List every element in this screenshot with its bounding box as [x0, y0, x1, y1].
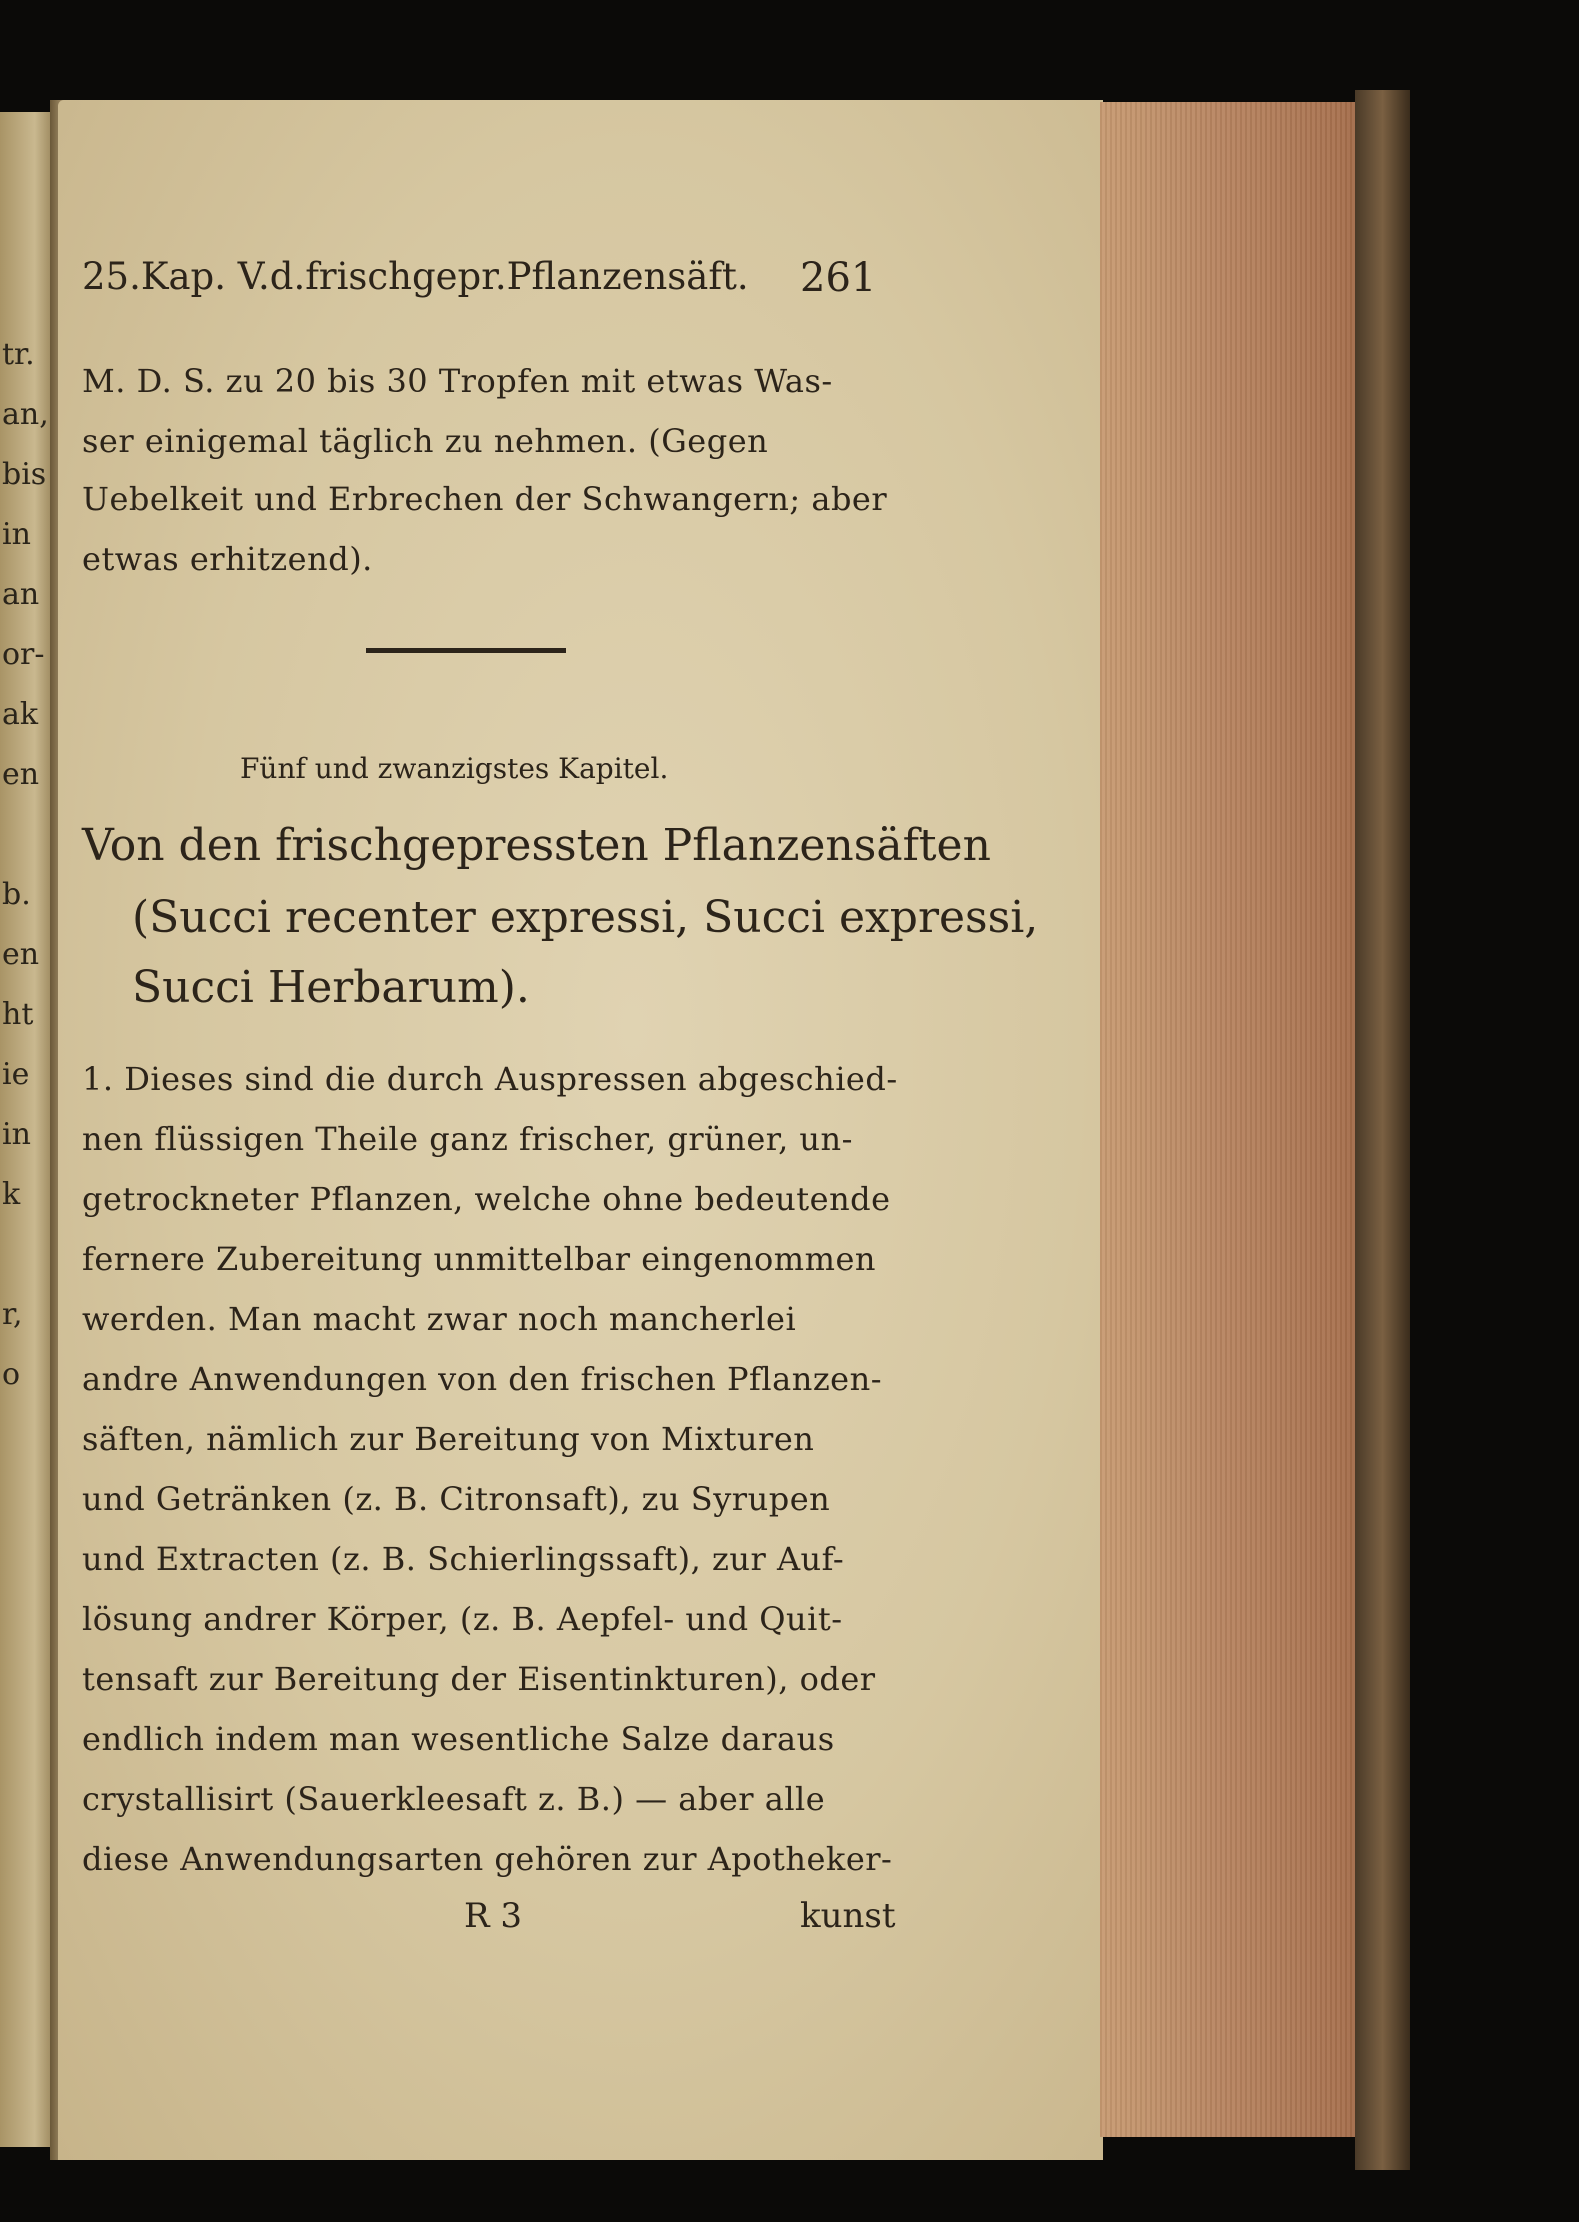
- running-head-title: 25.Kap. V.d.frischgepr.Pflanzensäft.: [82, 255, 749, 298]
- back-cover: [1355, 90, 1410, 2170]
- body-line: werden. Man macht zwar noch mancherlei: [82, 1300, 797, 1338]
- margin-fragment: ht: [2, 997, 34, 1032]
- page-number: 261: [800, 255, 877, 301]
- margin-fragment: en: [2, 757, 40, 792]
- body-line: crystallisirt (Sauerkleesaft z. B.) — aber alle: [82, 1780, 826, 1818]
- signature-mark: R 3: [464, 1896, 523, 1936]
- body-line: 1. Dieses sind die durch Auspressen abgeschied-: [82, 1060, 898, 1098]
- body-line: säften, nämlich zur Bereitung von Mixturen: [82, 1420, 815, 1458]
- body-line: nen flüssigen Theile ganz frischer, grüner, un-: [82, 1120, 853, 1158]
- margin-fragment: k: [2, 1177, 21, 1212]
- body-line: endlich indem man wesentliche Salze daraus: [82, 1720, 835, 1758]
- top-paragraph-line: etwas erhitzend).: [82, 540, 373, 578]
- margin-fragment: b.: [2, 877, 31, 912]
- chapter-label: Fünf und zwanzigstes Kapitel.: [240, 752, 669, 785]
- body-line: fernere Zubereitung unmittelbar eingenommen: [82, 1240, 877, 1278]
- margin-fragment: ak: [2, 697, 39, 732]
- body-line: und Extracten (z. B. Schierlingssaft), zur Auf-: [82, 1540, 845, 1578]
- margin-fragment: an: [2, 577, 40, 612]
- section-divider-rule: [366, 648, 566, 653]
- body-line: diese Anwendungsarten gehören zur Apotheker-: [82, 1840, 893, 1878]
- top-paragraph-line: ser einigemal täglich zu nehmen. (Gegen: [82, 422, 769, 460]
- body-line: getrockneter Pflanzen, welche ohne bedeutende: [82, 1180, 891, 1218]
- margin-fragment: an,: [2, 397, 49, 432]
- catchword: kunst: [800, 1896, 896, 1936]
- chapter-heading-line: (Succi recenter expressi, Succi expressi,: [132, 892, 1039, 943]
- top-paragraph-line: M. D. S. zu 20 bis 30 Tropfen mit etwas Was-: [82, 362, 833, 400]
- margin-fragment: or-: [2, 637, 45, 672]
- margin-fragment: o: [2, 1357, 21, 1392]
- chapter-heading-line: Succi Herbarum).: [132, 962, 530, 1013]
- chapter-heading-line: Von den frischgepressten Pflanzensäften: [82, 820, 991, 871]
- body-line: lösung andrer Körper, (z. B. Aepfel- und Quit-: [82, 1600, 843, 1638]
- top-paragraph-line: Uebelkeit und Erbrechen der Schwangern; aber: [82, 480, 888, 518]
- margin-fragment: en: [2, 937, 40, 972]
- body-line: andre Anwendungen von den frischen Pflanzen-: [82, 1360, 883, 1398]
- margin-fragment: in: [2, 1117, 31, 1152]
- body-line: tensaft zur Bereitung der Eisentinkturen), oder: [82, 1660, 876, 1698]
- margin-fragment: ie: [2, 1057, 30, 1092]
- margin-fragment: tr.: [2, 337, 35, 372]
- body-line: und Getränken (z. B. Citronsaft), zu Syrupen: [82, 1480, 831, 1518]
- margin-fragment: r,: [2, 1297, 23, 1332]
- margin-fragment: in: [2, 517, 31, 552]
- margin-fragment: bis: [2, 457, 47, 492]
